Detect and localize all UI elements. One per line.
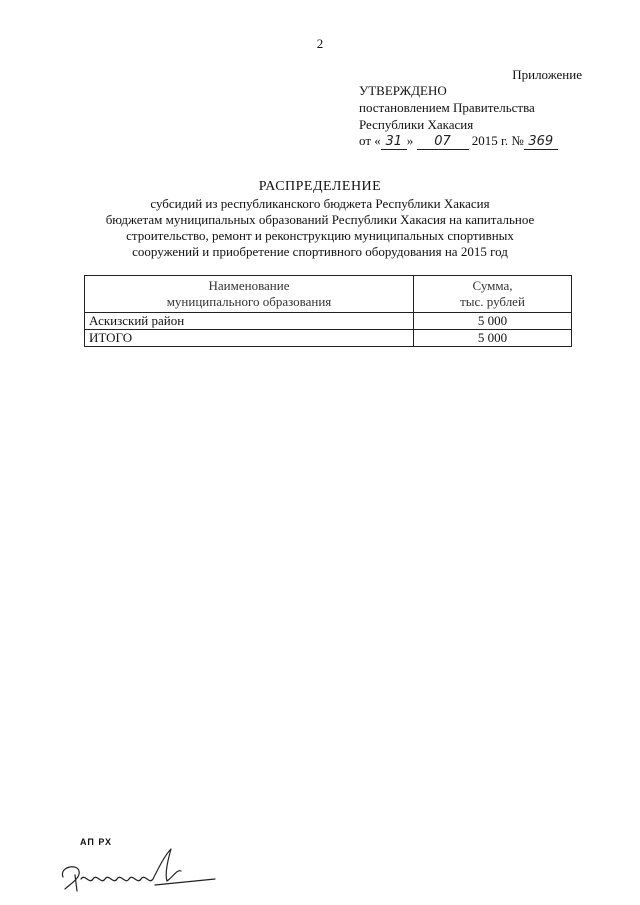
approval-decree-line: постановлением Правительства	[359, 100, 535, 115]
row-name: Аскизский район	[85, 313, 414, 330]
header-name-line1: Наименование	[208, 278, 290, 293]
table-row	[85, 330, 572, 347]
decree-number: 369	[524, 135, 558, 150]
row-name: ИТОГО	[85, 330, 414, 347]
table-row	[85, 313, 572, 330]
date-year: 2015 г. №	[471, 133, 524, 148]
header-name-cell	[85, 276, 414, 313]
date-day: 31	[381, 135, 407, 150]
date-prefix: от «	[359, 133, 381, 148]
page-number: 2	[316, 36, 324, 51]
header-amount-line2: тыс. рублей	[460, 294, 525, 309]
subtitle-line: субсидий из республиканского бюджета Республики Хакасия	[150, 196, 490, 211]
approval-date-line	[359, 132, 558, 150]
subtitle-line: сооружений и приобретение спортивного оборудования на 2015 год	[132, 244, 508, 259]
appendix-label: Приложение	[512, 67, 582, 82]
approval-government-line: Республики Хакасия	[359, 117, 474, 132]
header-amount-cell	[414, 276, 572, 313]
header-amount-line1: Сумма,	[472, 278, 513, 293]
subtitle-line: строительство, ремонт и реконструкцию муниципальных спортивных	[126, 228, 514, 243]
title-block	[80, 178, 560, 260]
row-amount: 5 000	[414, 330, 572, 347]
distribution-table	[84, 275, 572, 347]
document-title: РАСПРЕДЕЛЕНИЕ	[258, 179, 382, 194]
subtitle-line: бюджетам муниципальных образований Республики Хакасия на капитальное	[105, 212, 535, 227]
date-mid: »	[406, 133, 414, 148]
header-name-line2: муниципального образования	[166, 294, 332, 309]
row-amount: 5 000	[414, 313, 572, 330]
signature-image	[55, 845, 225, 895]
footer-mark: АП РХ	[80, 837, 113, 847]
table-header-row	[85, 276, 572, 313]
approval-heading: УТВЕРЖДЕНО	[359, 83, 447, 98]
date-month: 07	[417, 135, 469, 150]
